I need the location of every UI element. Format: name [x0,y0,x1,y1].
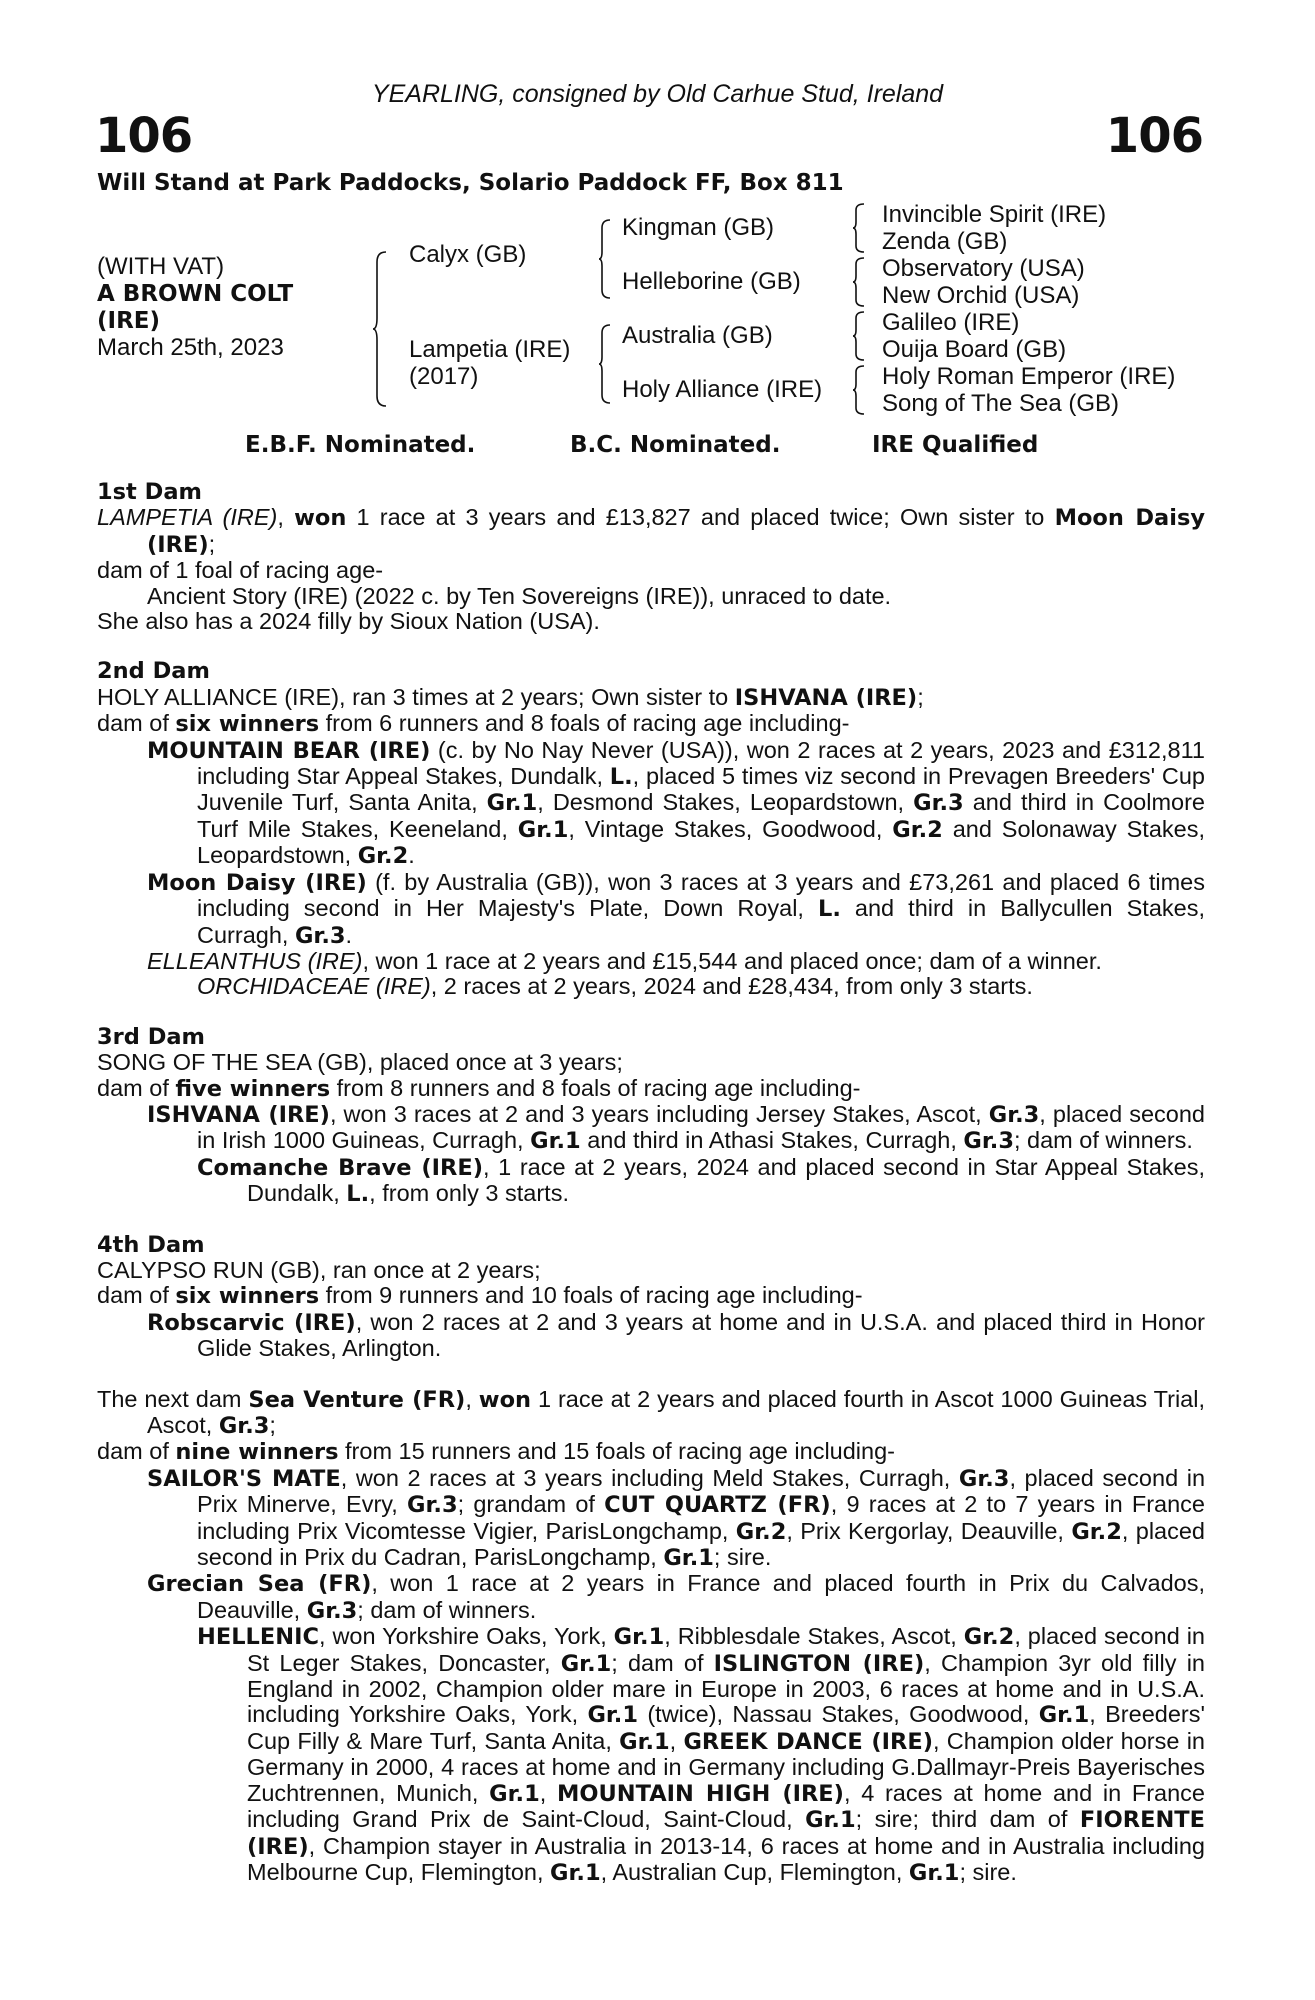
text-run: Moon Daisy (IRE) [147,869,367,896]
stand-location: Will Stand at Park Paddocks, Solario Paddock FF, Box 811 [97,170,844,196]
text-run: Gr.1 [1038,1702,1090,1729]
text-run: Gr.2 [735,1518,787,1545]
text-run: , won Yorkshire Oaks, York, [318,1623,614,1650]
text-run: won [478,1386,532,1413]
text-run: Gr.3 [218,1413,270,1439]
text-run: Gr.1 [619,1728,670,1755]
text-run: Gr.3 [913,790,964,817]
gen3-3: Observatory (USA) [882,255,1085,282]
text-run: Gr.1 [908,1859,960,1886]
text-run: Gr.3 [306,1597,358,1624]
text-run: ISHVANA (IRE) [734,684,918,711]
fourth-dam-entry: CALYPSO RUN (GB), ran once at 2 years; [97,1256,541,1283]
text-run: , 2 races at 2 years, 2024 and £28,434, from only 3 starts. [430,973,1033,1000]
lot-description-country: (IRE) [97,308,161,334]
text-run: ; grandam of [457,1491,605,1518]
text-run: 1 race at 3 years and £13,827 and placed twice; Own sister to [346,504,1055,531]
text-run: , won 1 race at 2 years in France and placed fourth in Prix du Calvados, Deauville, [197,1570,1205,1623]
text-run: ; sire. [713,1544,772,1571]
text-run: ; [917,683,924,710]
text-run: and third in Ballycullen Stakes, Curragh, [197,895,1205,948]
text-run: Gr.3 [988,1101,1040,1128]
text-run: MOUNTAIN BEAR (IRE) [147,737,431,764]
text-run: , Champion 3yr old filly in England in 2002, Champion older mare in Europe in 2003, 6 races at home and in U.S.A. including Yorkshire Oaks, York, [247,1649,1205,1728]
text-run: 1 race at 2 years and placed fourth in Ascot 1000 Guineas Trial, Ascot, [147,1385,1205,1438]
text-run: . [345,921,353,948]
text-run: nine winners [175,1439,339,1466]
produce-summary: dam of 1 foal of racing age- [97,557,384,584]
text-run: , from only 3 starts. [369,1180,569,1207]
text-run: Gr.1 [663,1545,714,1572]
first-dam-entry [97,505,1205,558]
text-run: , [277,504,295,531]
text-run: Gr.1 [805,1807,856,1834]
text-run: dam of [97,1438,176,1465]
text-run: ISLINGTON (IRE) [713,1650,925,1677]
text-run: FIORENTE (IRE) [247,1807,1205,1860]
gen3-7: Holy Roman Emperor (IRE) [882,363,1176,390]
produce-entry [97,1102,1205,1155]
text-run: ; [269,1412,276,1438]
foaling-date: March 25th, 2023 [97,334,284,361]
text-run: , 1 race at 2 years, 2024 and placed second in Star Appeal Stakes, Dundalk, [247,1153,1206,1207]
text-run: GREEK DANCE (IRE) [683,1728,933,1755]
text-run: Gr.1 [587,1702,639,1729]
dam-name: LAMPETIA (IRE) [97,504,278,531]
gen3-6: Ouija Board (GB) [882,336,1067,363]
text-run: ; [208,530,216,557]
text-run: , placed 5 times viz second in Prevagen Breeders' Cup Juvenile Turf, Santa Anita, [197,763,1205,816]
text-run: , Vintage Stakes, Goodwood, [568,815,893,842]
bc-nomination: B.C. Nominated. [570,432,781,458]
text-run: dam of [97,1282,176,1309]
text-run: , won 1 race at 2 years and £15,544 and placed once; dam of a winner. [362,947,1102,974]
dam-dam: Holy Alliance (IRE) [622,376,823,403]
second-dam-entry [97,685,1205,711]
text-run: Moon Daisy (IRE) [147,505,1206,558]
text-run: Gr.1 [489,1780,540,1807]
text-run: ; dam of [611,1649,714,1676]
sire-sire: Kingman (GB) [622,214,775,241]
ire-qualified: IRE Qualified [872,432,1039,458]
next-dam-entry [97,1387,1205,1440]
gen3-brace-1 [852,202,866,254]
text-run: Gr.2 [357,843,409,870]
text-run: Gr.2 [963,1624,1015,1651]
text-run: , [669,1727,684,1754]
gen3-brace-2 [852,256,866,308]
text-run: L. [817,896,841,923]
third-dam-entry: SONG OF THE SEA (GB), placed once at 3 years; [97,1049,623,1076]
produce-entry [97,738,1205,870]
text-run: CUT QUARTZ (FR) [604,1492,831,1519]
text-run: Comanche Brave (IRE) [197,1154,484,1181]
text-run: , Prix Kergorlay, Deauville, [786,1517,1072,1544]
text-run: , Australian Cup, Flemington, [600,1858,909,1885]
text-run: dam of [97,710,176,737]
dam-year: (2017) [409,363,479,390]
produce-entry [97,949,1205,974]
vat-note: (WITH VAT) [97,253,225,280]
text-run: Gr.1 [486,790,538,817]
text-run: , won 2 races at 2 and 3 years at home and in U.S.A. and placed third in Honor Glide Stakes, Arlington. [197,1308,1205,1362]
lot-description: A BROWN COLT [97,281,294,307]
grand-produce-entry [97,1155,1205,1208]
text-run: , Desmond Stakes, Leopardstown, [537,789,914,816]
text-run: Gr.1 [560,1650,612,1677]
text-run: ; dam of winners. [357,1596,537,1623]
text-run: , placed second in St Leger Stakes, Doncaster, [247,1623,1206,1676]
produce-entry [97,1310,1205,1362]
text-run: , Champion older horse in Germany in 2000, 4 races at home and in Germany including G.Dallmayr-Preis Bayerisches Zuchtrennen, Munich, [247,1727,1206,1806]
dam-brace [598,323,612,405]
text-run: , Breeders' Cup Filly & Mare Turf, Santa Anita, [247,1701,1205,1754]
gen3-5: Galileo (IRE) [882,309,1020,336]
text-run: from 6 runners and 8 foals of racing age including- [319,710,850,737]
text-run: Gr.1 [530,1128,581,1155]
gen3-1: Invincible Spirit (IRE) [882,201,1107,228]
text-run: ; dam of winners. [1013,1127,1193,1154]
text-run: won [294,505,347,532]
text-run: Gr.2 [1071,1518,1122,1545]
text-run: ; sire; third dam of [855,1806,1080,1833]
text-run: ; sire. [959,1858,1017,1885]
text-run: from 9 runners and 10 foals of racing age including- [319,1282,863,1309]
section-heading: 3rd Dam [97,1023,205,1050]
text-run: ISHVANA (IRE) [147,1101,330,1128]
consignment-line: YEARLING, consigned by Old Carhue Stud, Ireland [371,80,944,108]
text-run: (c. by No Nay Never (USA)), won 2 races at 2 years, 2023 and £312,811 including Star Appeal Stakes, Dundalk, [197,736,1205,790]
text-run: (f. by Australia (GB)), won 3 races at 3 years and £73,261 and placed 6 times including second in Her Majesty's Plate, Down Royal, [197,868,1205,922]
text-run: Gr.3 [294,922,346,949]
produce-entry [97,870,1205,949]
text-run: L. [609,764,633,791]
lot-number-right: 106 [1105,108,1203,164]
produce-entry [97,1466,1205,1572]
dam-sire: Australia (GB) [622,322,773,349]
text-run: Gr.2 [892,816,943,843]
section-heading: 4th Dam [97,1231,205,1258]
gen3-2: Zenda (GB) [882,228,1008,255]
text-run: ELLEANTHUS (IRE) [147,947,363,974]
section-heading: 2nd Dam [97,658,210,685]
text-run: Grecian Sea (FR) [147,1571,372,1598]
text-run: ORCHIDACEAE (IRE) [197,973,431,1000]
sire: Calyx (GB) [409,241,527,268]
text-run: (twice), Nassau Stakes, Goodwood, [638,1701,1039,1728]
text-run: . [408,842,415,869]
text-run: Gr.3 [963,1128,1014,1155]
ebf-nomination: E.B.F. Nominated. [245,432,476,458]
text-run: from 15 runners and 15 foals of racing age including- [338,1438,895,1465]
sire-dam: Helleborine (GB) [622,268,801,295]
text-run: , placed second in Prix du Cadran, ParisLongchamp, [197,1517,1206,1571]
text-run: and third in Coolmore Turf Mile Stakes, Keeneland, [197,789,1205,842]
produce-entry: Ancient Story (IRE) (2022 c. by Ten Sovereigns (IRE)), unraced to date. [147,582,892,609]
text-run: six winners [175,711,320,738]
text-run: , [465,1385,479,1412]
section-heading: 1st Dam [97,479,202,505]
text-run: six winners [175,1283,320,1310]
first-dam-section [97,480,1205,634]
produce-summary [97,1283,1205,1309]
text-run: , Ribblesdale Stakes, Ascot, [664,1623,964,1650]
lot-number-left: 106 [95,108,193,164]
text-run: Robscarvic (IRE) [147,1309,356,1336]
text-run: and third in Athasi Stakes, Curragh, [580,1127,964,1154]
text-run: , placed second in Prix Minerve, Evry, [197,1464,1206,1518]
text-run: , 9 races at 2 to 7 years in France including Prix Vicomtesse Vigier, ParisLongchamp, [197,1491,1206,1544]
text-run: L. [346,1181,370,1208]
sire-brace [598,218,612,300]
text-run: five winners [175,1075,331,1102]
text-run: , won 2 races at 3 years including Meld Stakes, Curragh, [340,1464,959,1491]
text-run: HOLY ALLIANCE (IRE), ran 3 times at 2 years; Own sister to [97,683,735,710]
gen3-8: Song of The Sea (GB) [882,390,1120,417]
gen3-4: New Orchid (USA) [882,282,1080,309]
text-run: , [539,1779,557,1806]
text-run: Gr.3 [407,1492,458,1519]
text-run: Sea Venture (FR) [248,1386,466,1413]
text-run: MOUNTAIN HIGH (IRE) [556,1780,844,1807]
produce-summary [97,1076,1205,1102]
text-run: from 8 runners and 8 foals of racing age including- [330,1074,861,1101]
dam: Lampetia (IRE) [409,336,571,363]
text-run: Gr.1 [517,816,569,843]
produce-summary [97,711,1205,737]
grand-produce-entry [97,1624,1205,1886]
second-dam-section [97,659,1205,999]
text-run: , won 3 races at 2 and 3 years including Jersey Stakes, Ascot, [329,1100,989,1127]
text-run: Gr.1 [613,1624,665,1651]
produce-note: She also has a 2024 filly by Sioux Nation (USA). [97,608,600,635]
text-run: , 4 races at home and in France including Grand Prix de Saint-Cloud, Saint-Cloud, [247,1779,1205,1833]
text-run: Gr.1 [550,1859,601,1886]
text-run: SAILOR'S MATE [147,1465,341,1492]
produce-summary [97,1439,1205,1465]
text-run: , placed second in Irish 1000 Guineas, Curragh, [197,1100,1205,1154]
text-run: and Solonaway Stakes, Leopardstown, [197,815,1205,869]
text-run: HELLENIC [197,1624,319,1651]
produce-entry [97,1571,1205,1624]
text-run: Gr.3 [958,1465,1010,1492]
fourth-dam-section [97,1233,1205,1362]
gen3-brace-3 [852,310,866,362]
text-run: The next dam [97,1385,249,1412]
dam-sections [97,480,1205,1886]
grand-produce-entry [97,974,1205,999]
third-dam-section [97,1025,1205,1208]
gen3-brace-4 [852,364,866,416]
text-run: , Champion stayer in Australia in 2013-14, 6 races at home and in Australia including Melbourne Cup, Flemington, [247,1832,1205,1885]
text-run: dam of [97,1074,176,1101]
main-brace [372,250,388,408]
next-dam-section [97,1387,1205,1887]
